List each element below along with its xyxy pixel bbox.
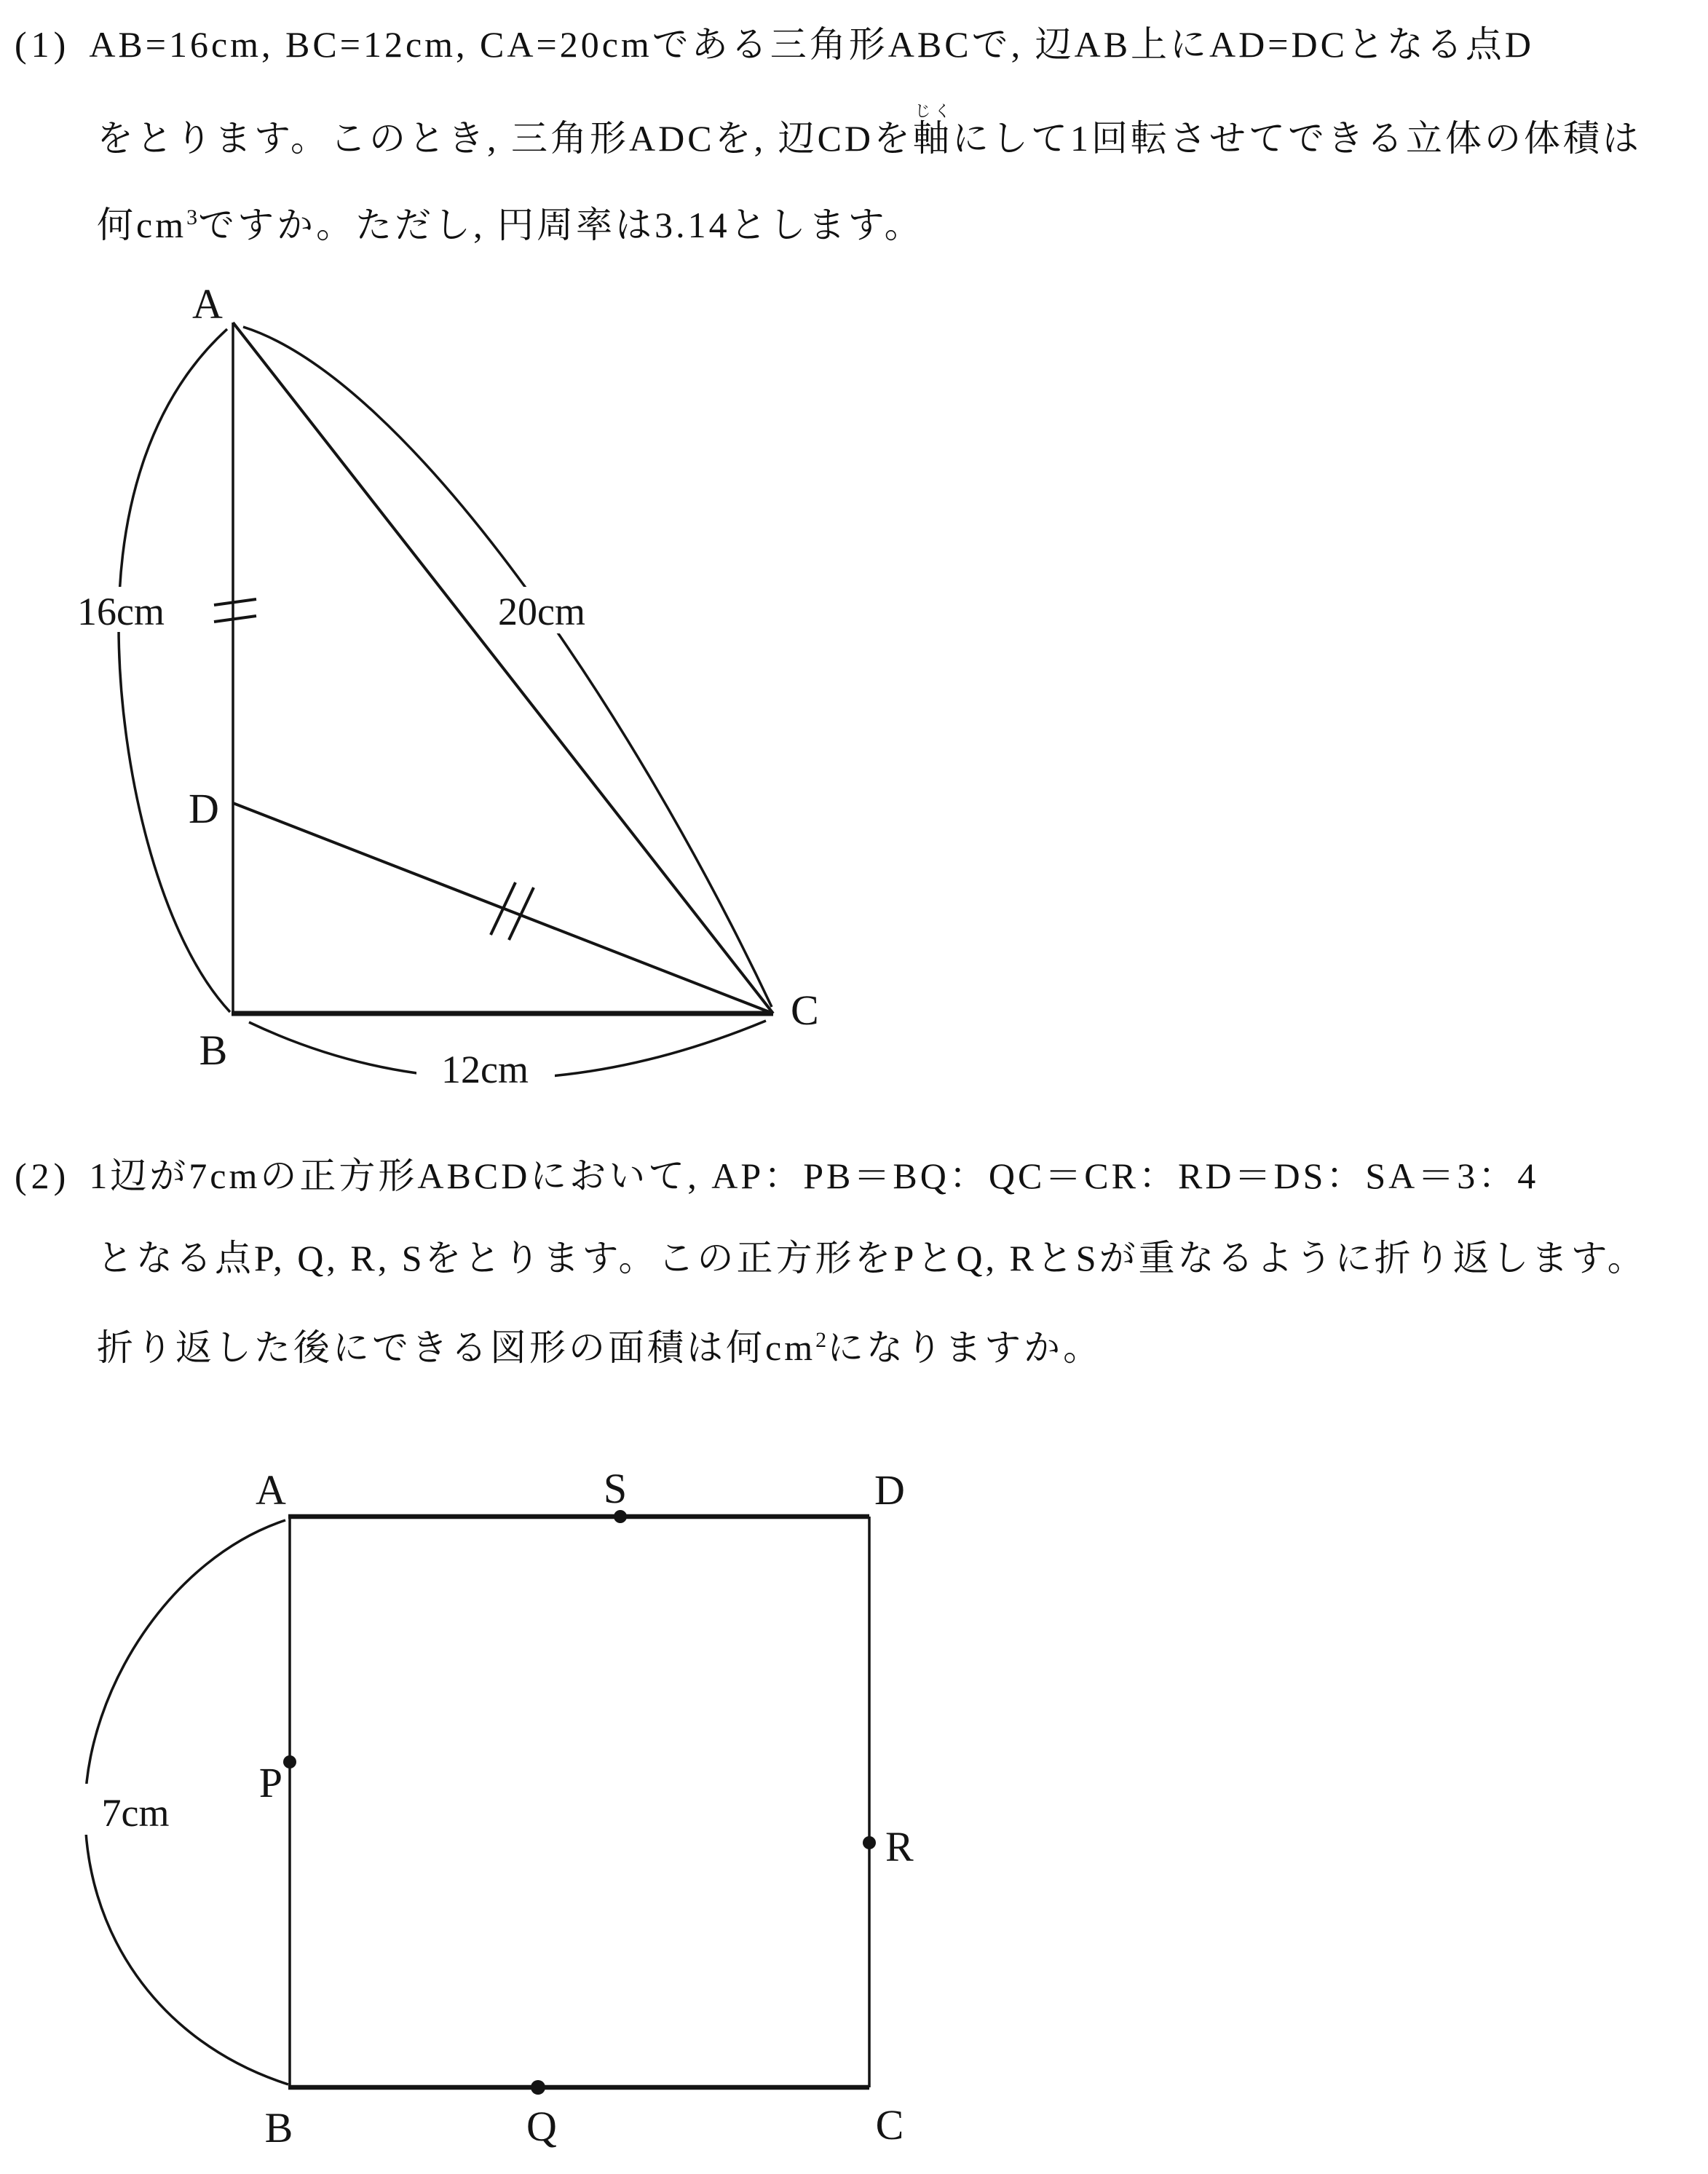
problem-1-line-1 bbox=[15, 20, 1534, 68]
axis-furigana: じく bbox=[913, 102, 953, 120]
point-label-r: R bbox=[885, 1823, 914, 1870]
problem-2-line-2-text: となる点P, Q, R, Sをとります。この正方形をPとQ, RとSが重なるように折り返します。 bbox=[97, 1238, 1647, 1278]
problem-1-line-3-post: ですか。ただし, 円周率は3.14とします。 bbox=[198, 205, 924, 245]
point-label-p: P bbox=[258, 1759, 282, 1806]
axis-kanji-with-furigana bbox=[913, 102, 953, 159]
problem-1-line-3 bbox=[97, 194, 924, 249]
problem-2-line-3-pre: 折り返した後にできる図形の面積は何cm bbox=[97, 1327, 816, 1368]
point-label-s: S bbox=[603, 1471, 628, 1512]
dimension-arc-ca bbox=[243, 327, 772, 1007]
point-q-dot bbox=[531, 2080, 545, 2095]
problem-2-number: (2) bbox=[15, 1155, 71, 1196]
cm-squared-exponent: 2 bbox=[815, 1328, 828, 1352]
problem-2-line-1 bbox=[15, 1152, 1538, 1200]
tick-mark-dc-2 bbox=[509, 888, 534, 940]
axis-kanji: 軸 bbox=[913, 118, 953, 159]
figure-triangle-rotation bbox=[44, 277, 946, 1136]
dimension-label-bc: 12cm bbox=[441, 1048, 529, 1091]
problem-2-line-3 bbox=[97, 1316, 1102, 1372]
problem-1-line-2-pre: をとります。このとき, 三角形ADCを, 辺CDを bbox=[97, 118, 914, 159]
problem-2-line-3-post: になりますか。 bbox=[827, 1327, 1103, 1368]
vertex-label-c: C bbox=[791, 987, 819, 1034]
problem-2-line-2 bbox=[97, 1234, 1647, 1282]
vertex-label-a2: A bbox=[256, 1471, 286, 1514]
dimension-label-ab: 16cm bbox=[77, 590, 165, 633]
tick-mark-ad-1 bbox=[214, 599, 256, 605]
vertex-label-d2: D bbox=[874, 1471, 905, 1514]
vertex-label-b: B bbox=[199, 1027, 228, 1074]
dimension-label-side: 7cm bbox=[101, 1791, 170, 1835]
point-p-dot bbox=[283, 1755, 296, 1768]
vertex-label-a: A bbox=[192, 280, 223, 328]
figure-square-fold bbox=[44, 1471, 983, 2174]
problem-2-line-1-text: 1辺が7cmの正方形ABCDにおいて, AP：PB＝BQ：QC＝CR：RD＝DS：SA＝3：4 bbox=[89, 1155, 1539, 1196]
tick-mark-dc-1 bbox=[491, 882, 515, 935]
problem-1-line-2-post: にして1回転させてできる立体の体積は bbox=[952, 118, 1642, 159]
problem-1-line-2 bbox=[97, 102, 1642, 162]
vertex-label-d: D bbox=[189, 785, 219, 832]
vertex-label-c2: C bbox=[875, 2101, 904, 2149]
tick-mark-ad-2 bbox=[214, 616, 256, 622]
vertex-label-b2: B bbox=[264, 2104, 293, 2151]
problem-1-line-1-text: AB=16cm, BC=12cm, CA=20cmである三角形ABCで, 辺AB上にAD=DCとなる点D bbox=[89, 24, 1535, 65]
point-label-q: Q bbox=[526, 2103, 557, 2150]
problem-1-line-3-pre: 何cm bbox=[97, 205, 187, 245]
dimension-label-ca: 20cm bbox=[498, 590, 585, 633]
point-r-dot bbox=[863, 1836, 876, 1849]
dimension-arc-ab bbox=[119, 329, 230, 1012]
cm-cubed-exponent: 3 bbox=[186, 205, 199, 229]
problem-1-number: (1) bbox=[15, 24, 71, 65]
